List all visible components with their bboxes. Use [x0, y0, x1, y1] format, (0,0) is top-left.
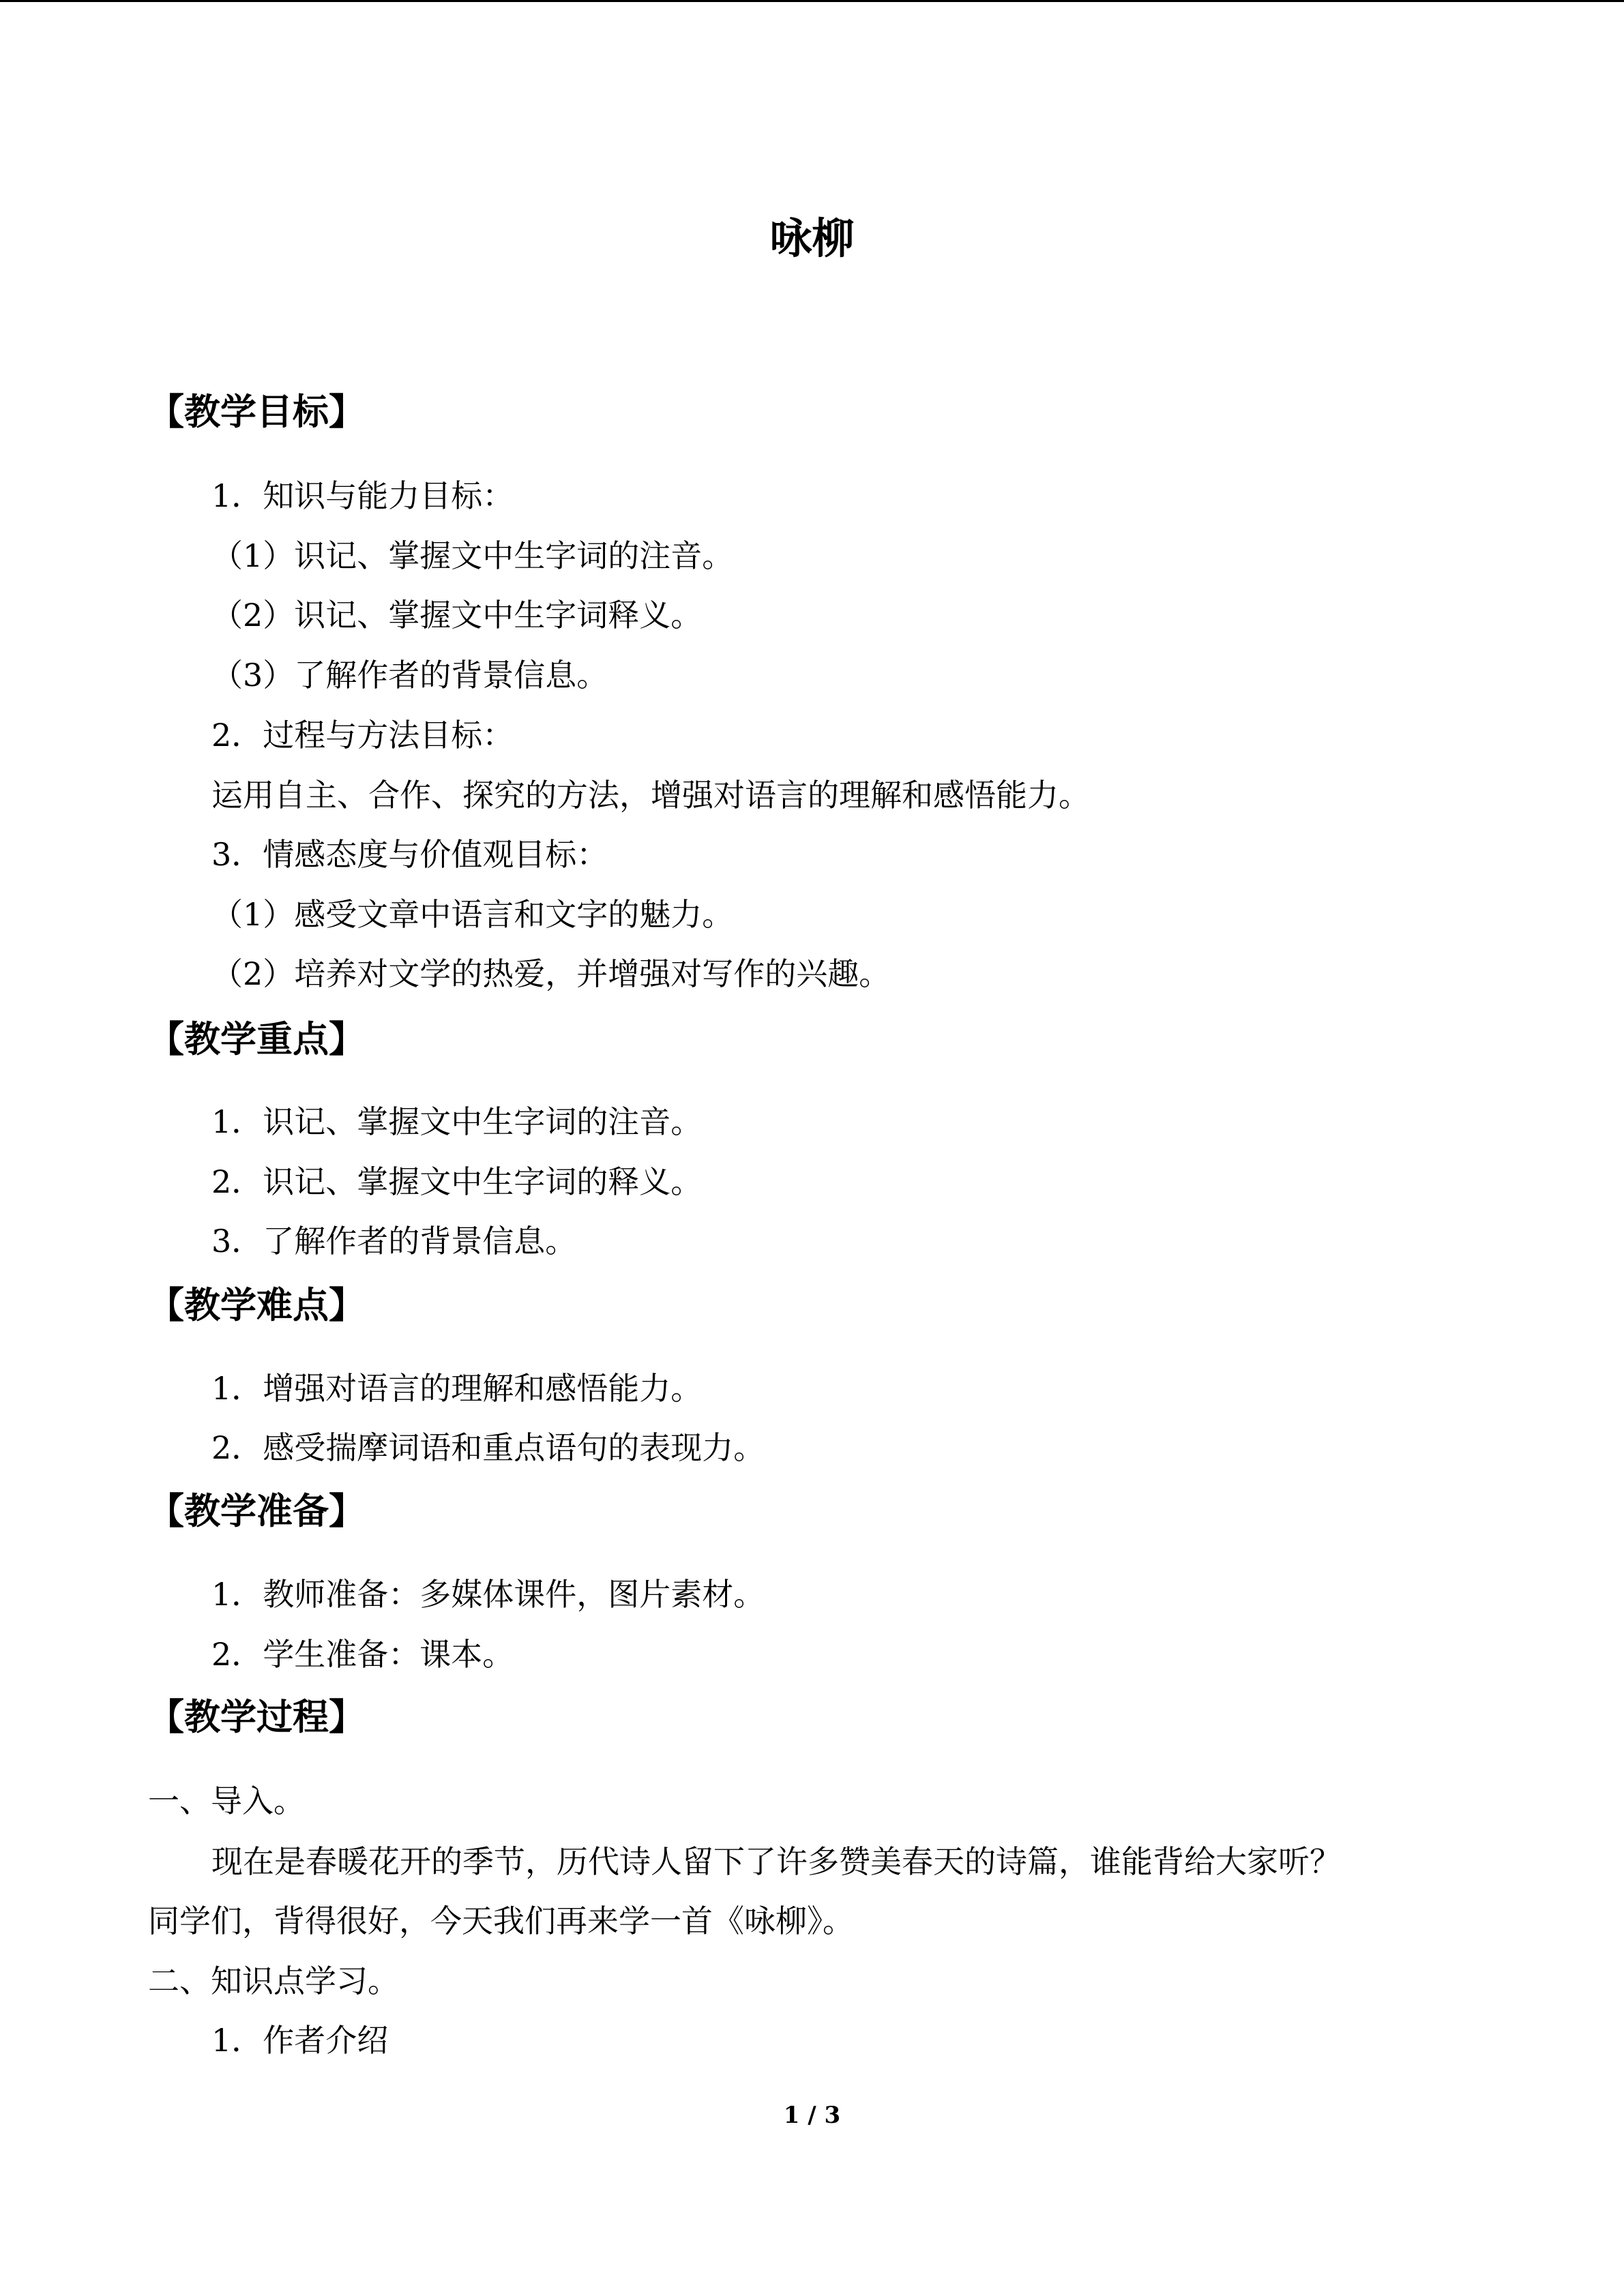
objectives-line: 3．情感态度与价值观目标： [211, 836, 608, 873]
process-line: 一、导入。 [148, 1783, 305, 1819]
section-heading-difficulties: 【教学难点】 [148, 1285, 365, 1326]
objectives-line: （1）感受文章中语言和文字的魅力。 [211, 896, 734, 933]
process-line: 二、知识点学习。 [148, 1963, 399, 1999]
key-points-line: 1．识记、掌握文中生字词的注音。 [211, 1103, 703, 1140]
preparation-line: 1．教师准备：多媒体课件，图片素材。 [211, 1576, 765, 1613]
key-points-line: 2．识记、掌握文中生字词的释义。 [211, 1163, 703, 1200]
top-border-rule [0, 0, 1624, 2]
process-line: 1．作者介绍 [211, 2022, 389, 2059]
objectives-line: （3）了解作者的背景信息。 [211, 657, 608, 694]
section-heading-preparation: 【教学准备】 [148, 1491, 365, 1532]
objectives-line: 2．过程与方法目标： [211, 717, 514, 754]
section-heading-objectives: 【教学目标】 [148, 391, 365, 433]
objectives-line: （2）培养对文学的热爱，并增强对写作的兴趣。 [211, 955, 891, 992]
objectives-line: （2）识记、掌握文中生字词释义。 [211, 597, 703, 633]
objectives-line: 1．知识与能力目标： [211, 477, 514, 514]
objectives-line: 运用自主、合作、探究的方法，增强对语言的理解和感悟能力。 [211, 777, 1090, 814]
section-heading-key-points: 【教学重点】 [148, 1019, 365, 1060]
document-title: 咏柳 [769, 213, 855, 263]
difficulties-line: 2．感受揣摩词语和重点语句的表现力。 [211, 1429, 765, 1466]
objectives-line: （1）识记、掌握文中生字词的注音。 [211, 537, 734, 574]
preparation-line: 2．学生准备：课本。 [211, 1636, 514, 1673]
process-paragraph: 现在是春暖花开的季节，历代诗人留下了许多赞美春天的诗篇，谁能背给大家听？ [211, 1843, 1341, 1880]
difficulties-line: 1．增强对语言的理解和感悟能力。 [211, 1370, 703, 1407]
section-heading-process: 【教学过程】 [148, 1697, 365, 1738]
process-paragraph: 同学们，背得很好，今天我们再来学一首《咏柳》。 [148, 1903, 854, 1939]
key-points-line: 3．了解作者的背景信息。 [211, 1223, 577, 1259]
page-number: 1 / 3 [783, 2102, 841, 2129]
